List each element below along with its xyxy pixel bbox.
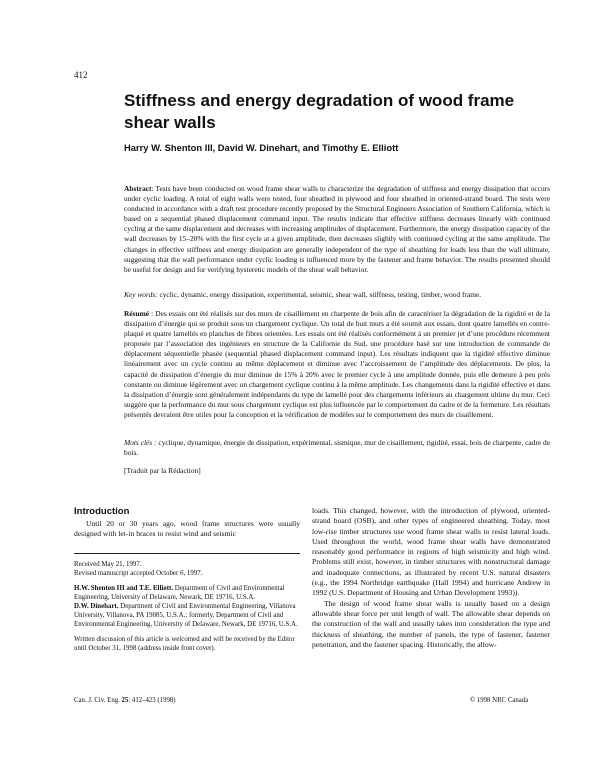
journal-name: Can. J. Civ. Eng. xyxy=(74,697,120,704)
discussion-note: Written discussion of this article is welcomed and will be received by the Editor until October 31, 1998 (address inside front cover). xyxy=(74,636,295,652)
copyright-footer: © 1998 NRC Canada xyxy=(470,697,529,704)
affiliation-2-text: Department of Civil and Environmental Engineering, Villanova University, Villanova, PA 19085, U.S.A.; formerly, Department of Civil and Environmental Engineering, University of Delaware, Newark, DE 19716, U.S.A. xyxy=(74,603,298,628)
affiliation-1-names: H.W. Shenton III and T.E. Elliott. xyxy=(74,585,174,592)
body-paragraph-1: loads. This changed, however, with the introduction of plywood, oriented-strand board (OSB), and other types of engineered sheathing. Today, most low-rise timber structures use wood frame shear walls to resist lateral loads. Used throughout the world, wood frame shear walls have demonstrated reasonably good performance in regions of high seismicity and high wind. Problems still exist, however, in timber structures with nonstructural damage and inadequate connections, as illustrated by recent U.S. natural disasters (e.g., the 1994 Northridge earthquake (Hall 1994) and hurricane Andrew in 1992 (U.S. Department of Housing and Urban Development 1993)). xyxy=(312,506,550,598)
affiliation-1-text: Department of Civil and Environmental Engineering, University of Delaware, Newark, DE 19716, U.S.A. xyxy=(74,585,285,601)
abstract-label: Abstract xyxy=(124,184,152,193)
resume xyxy=(124,309,550,420)
page-number: 412 xyxy=(74,70,88,80)
introduction-paragraph: Until 20 or 30 years ago, wood frame structures were usually designed with let-in braces to resist wind and seismic xyxy=(74,519,300,539)
journal-pages: : 412–423 (1998) xyxy=(128,697,176,704)
affiliation-2-names: D.W. Dinehart. xyxy=(74,603,119,610)
resume-label: Résumé xyxy=(124,309,150,318)
mots-cles xyxy=(124,438,550,458)
revised-date: Revised manuscript accepted October 6, 1997. xyxy=(74,570,203,577)
affiliation-1 xyxy=(74,584,300,602)
journal-volume: 25 xyxy=(121,697,129,704)
section-heading-introduction: Introduction xyxy=(74,506,130,517)
resume-text: : Des essais ont été réalisés sur des murs de cisaillement en charpente de bois afin de caractériser la dégradation de la rigidité et de la dissipation d’énergie qui se produit sous un chargement cyclique. Un total de huit murs a été soumit aux essais, dont quatre lamellés en contre-plaqué et quatre lamellés en planches de fibres orientées. Les essais ont été réalisés conformément à un premier jet d’une procédure récemment proposée par l’association des ingénieurs en structure de la Californie du Sud, une procédure basé sur une introduction de commande de déplacement séquentielle phasée (sequential phased displacement command input). Les résultats indiquent que la rigidité effective diminue linéairement avec un cycle continu au même déplacement et diminue avec l’accroissement de l’amplitude des déplacements. De plus, la capacité de dissipation d’énergie du mur diminue de 15% à 20% avec le premier cycle à une amplitude donnée, puis elle demeure à peu près constante ou diminue légèrement avec un chargement cyclique continu à la même amplitude. Les changements dans la rigidité effective et dans la dissipation d’énergie sont généralement indépendants du type de lamellé pour des chargements inférieurs au chargement ultime du mur. Ceci suggère que la performance du mur sous chargement cyclique est plus influencée par le comportement du cadre et de la fermeture. Les résultats présentés devraient être utiles pour la conception et la vérification de modèles sur le comportement des murs de cisaillement. xyxy=(124,309,550,419)
footnote-box xyxy=(74,553,300,653)
abstract xyxy=(124,184,550,275)
author-list: Harry W. Shenton III, David W. Dinehart, and Timothy E. Elliott xyxy=(124,142,399,153)
abstract-text: : Tests have been conducted on wood frame shear walls to characterize the degradation of stiffness and energy dissipation that occurs under cyclic loading. A total of eight walls were tested, four sheathed in plywood and four sheathed in oriented-strand board. The tests were conducted in accordance with a draft test procedure recently proposed by the Structural Engineers Association of Southern California, which is based on a sequential phased displacement command input. The results indicate that effective stiffness decreases linearly with continued cycling at the same displacement and decreases with increasing amplitudes of displacement. Furthermore, the energy dissipation capacity of the wall decreases by 15–20% with the first cycle at a given amplitude, then decreases slightly with continued cycling at the same amplitude. The changes in effective stiffness and energy dissipation are generally independent of the type of sheathing for loads less than the wall ultimate, suggesting that the wall performance under cyclic loading is influenced more by the fastener and frame behavior. The results presented should be useful for design and for verifying hysteretic models of the shear wall behavior. xyxy=(124,184,550,274)
article-title: Stiffness and energy degradation of wood frame shear walls xyxy=(124,91,515,132)
body-paragraph-2: The design of wood frame shear walls is usually based on a design allowable shear force per unit length of wall. The allowable shear depends on the construction of the wall and usually takes into consideration the type and thickness of sheathing, the number of panels, the type of fastener, fastener penetration, and the fastener spacing. Historically, the allow- xyxy=(312,598,550,649)
keywords xyxy=(124,290,550,300)
received-date: Received May 21, 1997. xyxy=(74,561,142,568)
translation-note: [Traduit par la Rédaction] xyxy=(124,466,201,475)
keywords-text: cyclic, dynamic, energy dissipation, experimental, seismic, shear wall, stiffness, testing, timber, wood frame. xyxy=(157,290,482,299)
citation-footer xyxy=(74,697,176,704)
keywords-label: Key words: xyxy=(124,290,158,299)
mots-cles-label: Mots clés : xyxy=(124,438,157,447)
mots-cles-text: cyclique, dynamique, énergie de dissipation, expérimental, sismique, mur de cisaillement, rigidité, essai, bois de charpente, cadre de bois. xyxy=(124,438,550,458)
affiliation-2 xyxy=(74,602,300,629)
right-column xyxy=(312,506,550,650)
